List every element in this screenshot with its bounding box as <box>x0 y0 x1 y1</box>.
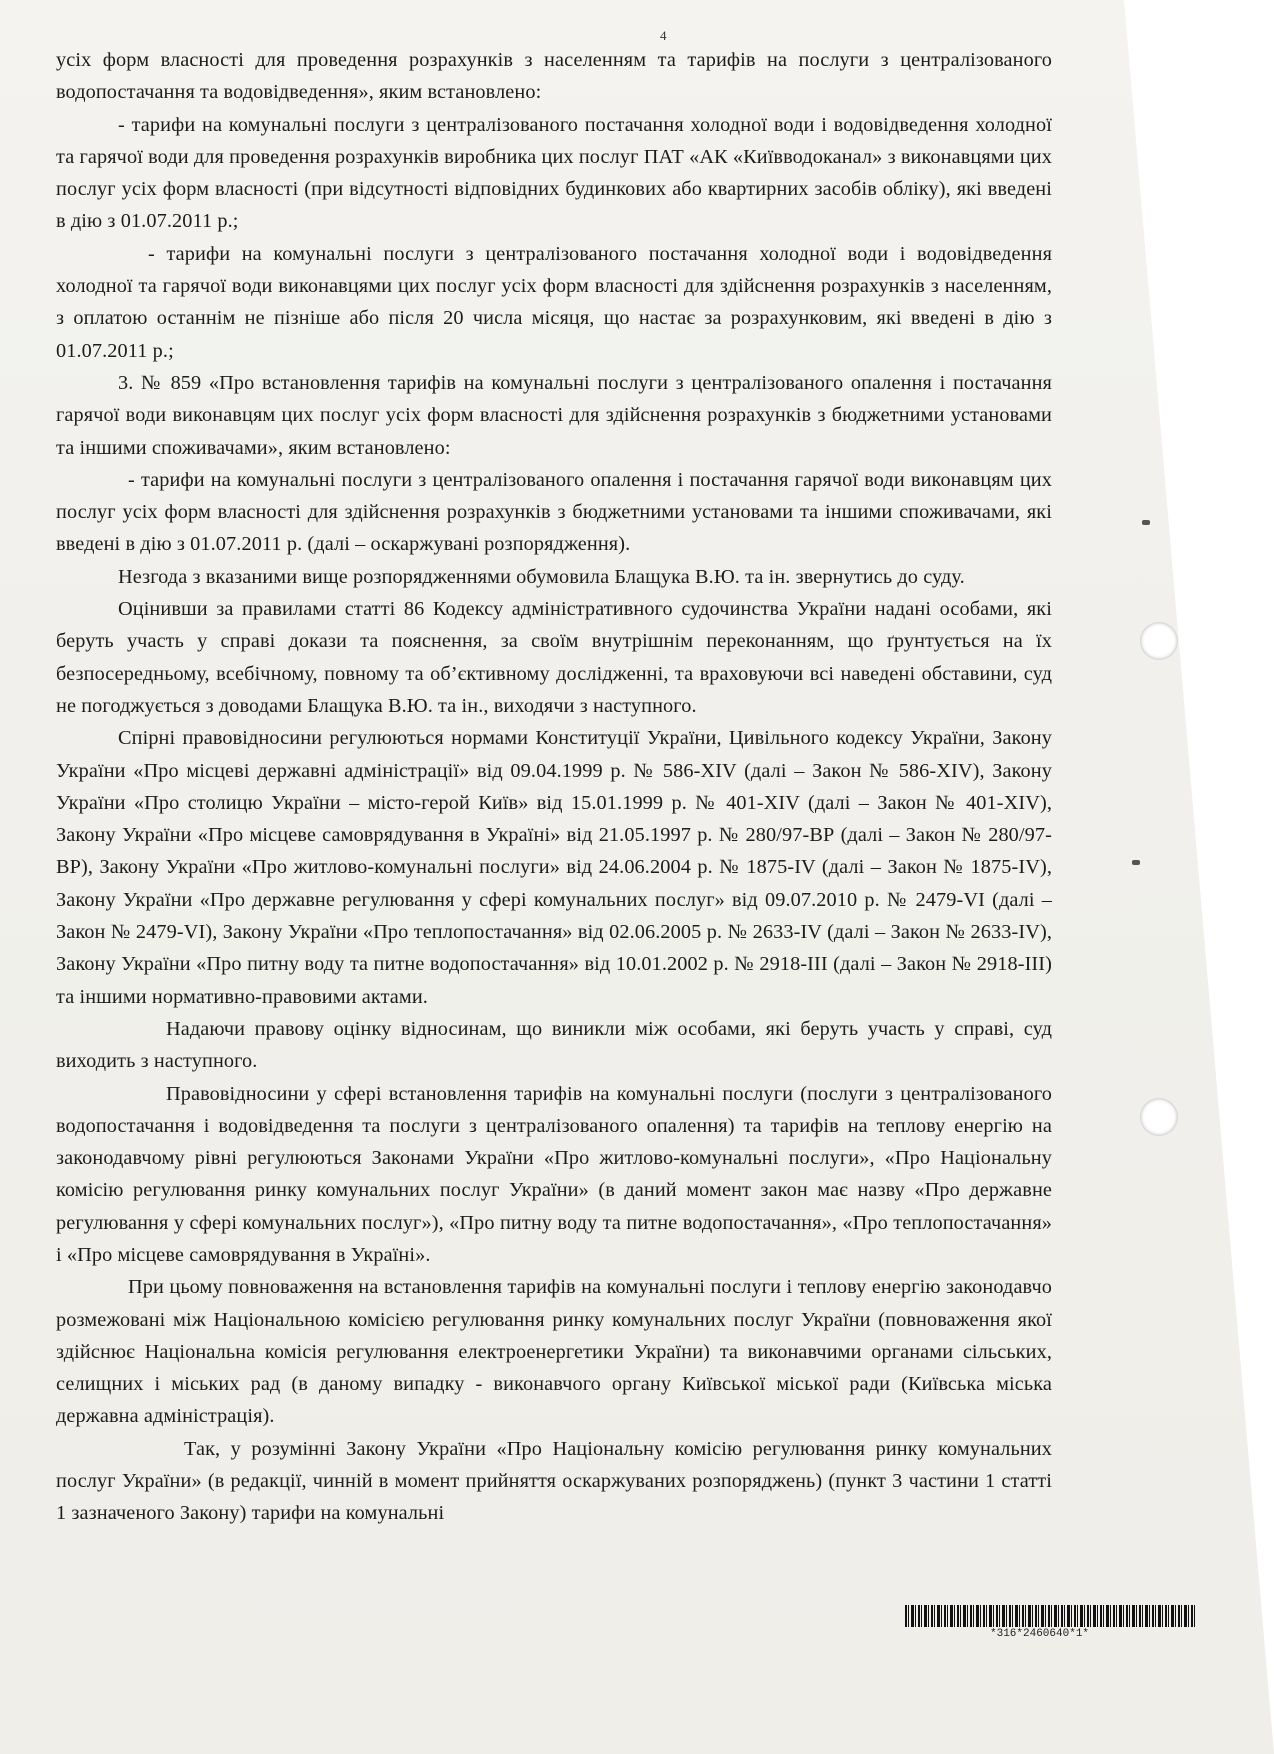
paragraph: - тарифи на комунальні послуги з централізованого опалення і постачання гарячої води виконавцям цих послуг усіх форм власності для здійснення розрахунків з бюджетними установами та іншими споживачами, які введені в дію з 01.07.2011 р. (далі – оскаржувані розпорядження). <box>56 468 1052 556</box>
paragraph: При цьому повноваження на встановлення тарифів на комунальні послуги і теплову енергію законодавчо розмежовані між Національною комісією регулювання ринку комунальних послуг України (повноваження якої здійснює Національна комісія регулювання електроенергетики України) та виконавчими органами сільських, селищних і міських рад (в даному випадку - виконавчого органу Київської міської ради (Київська міська державна адміністрація). <box>56 1276 1052 1428</box>
folded-corner <box>1124 0 1274 1754</box>
binder-hole <box>1140 622 1178 660</box>
page-number: 4 <box>660 28 667 43</box>
paragraph: Спірні правовідносини регулюються нормами Конституції України, Цивільного кодексу України, Закону України «Про місцеві державні адміністрації» від 09.04.1999 р. № 586-XIV (далі – Закон № 586-XIV), Закону України «Про столицю України – місто-герой Київ» від 15.01.1999 р. № 401-XIV (далі – Закон № 401-XIV), Закону України «Про місцеве самоврядування в Україні» від 21.05.1997 р. № 280/97-ВР (далі – Закон № 280/97-ВР), Закону України «Про житлово-комунальні послуги» від 24.06.2004 р. № 1875-IV (далі – Закон № 1875-IV), Закону України «Про державне регулювання у сфері комунальних послуг» від 09.07.2010 р. № 2479-VI (далі – Закон № 2479-VI), Закону України «Про теплопостачання» від 02.06.2005 р. № 2633-IV (далі – Закон № 2633-IV), Закону України «Про питну воду та питне водопостачання» від 10.01.2002 р. № 2918-III (далі – Закон № 2918-III) та іншими нормативно-правовими актами. <box>56 727 1052 1008</box>
binder-mark <box>1132 860 1140 865</box>
document-body <box>56 44 1052 1530</box>
paragraph: Оцінивши за правилами статті 86 Кодексу адміністративного судочинства України надані особами, які беруть участь у справі докази та пояснення, за своїм внутрішнім переконанням, що ґрунтується на їх безпосередньому, всебічному, повному та об’єктивному дослідженні, та враховуючи всі наведені обставини, суд не погоджується з доводами Блащука В.Ю. та ін., виходячи з наступного. <box>56 598 1052 717</box>
paragraph: усіх форм власності для проведення розрахунків з населенням та тарифів на послуги з централізованого водопостачання та водовідведення», яким встановлено: <box>56 49 1052 104</box>
binder-hole <box>1140 1098 1178 1136</box>
paragraph: - тарифи на комунальні послуги з централізованого постачання холодної води і водовідведення холодної та гарячої води виконавцями цих послуг усіх форм власності для здійснення розрахунків з населенням, з оплатою останнім не пізніше або після 20 числа місяця, що настає за розрахунковим, які введені в дію з 01.07.2011 р.; <box>56 242 1052 362</box>
paragraph: 3. № 859 «Про встановлення тарифів на комунальні послуги з централізованого опалення і постачання гарячої води виконавцям цих послуг усіх форм власності для здійснення розрахунків з бюджетними установами та іншими споживачами», яким встановлено: <box>56 371 1052 459</box>
paragraph: Правовідносини у сфері встановлення тарифів на комунальні послуги (послуги з централізованого водопостачання і водовідведення та послуги з централізованого опалення) та тарифів на теплову енергію на законодавчому рівні регулюються Законами України «Про житлово-комунальні послуги», «Про Національну комісію регулювання ринку комунальних послуг України» (в даний момент закон має назву «Про державне регулювання у сфері комунальних послуг»), «Про питну воду та питне водопостачання», «Про теплопостачання» і «Про місцеве самоврядування в Україні». <box>56 1082 1052 1266</box>
paragraph: - тарифи на комунальні послуги з централізованого постачання холодної води і водовідведення холодної та гарячої води для проведення розрахунків виробника цих послуг ПАТ «АК «Київводоканал» з виконавцями цих послуг усіх форм власності (при відсутності відповідних будинкових або квартирних засобів обліку), які введені в дію з 01.07.2011 р.; <box>56 113 1052 233</box>
paragraph: Так, у розумінні Закону України «Про Національну комісію регулювання ринку комунальних послуг України» (в редакції, чинній в момент прийняття оскаржуваних розпоряджень) (пункт 3 частини 1 статті 1 зазначеного Закону) тарифи на комунальні <box>56 1437 1052 1525</box>
barcode <box>905 1605 1197 1627</box>
paragraph: Незгода з вказаними вище розпорядженнями обумовила Блащука В.Ю. та ін. звернутись до суду. <box>118 565 965 588</box>
binder-mark <box>1142 520 1150 525</box>
barcode-number: *316*2460640*1* <box>990 1628 1090 1640</box>
paragraph: Надаючи правову оцінку відносинам, що виникли між особами, які беруть участь у справі, суд виходить з наступного. <box>56 1017 1052 1073</box>
